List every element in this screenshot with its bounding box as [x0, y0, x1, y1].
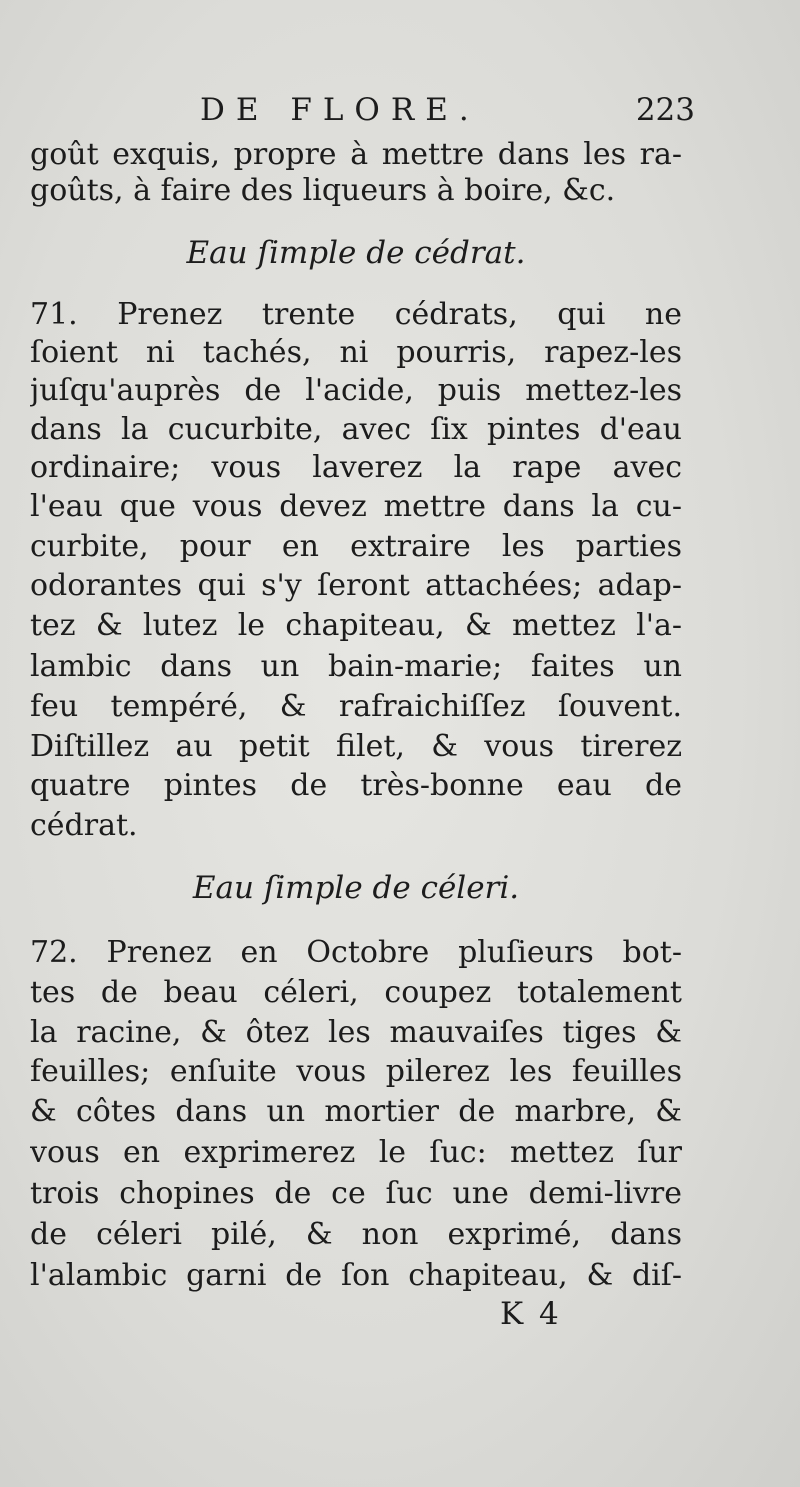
text-line: goût exquis, propre à mettre dans les ra-: [30, 137, 682, 172]
text-line: trois chopines de ce ſuc une demi-livre: [30, 1176, 682, 1211]
section-heading: Eau ſimple de cédrat.: [186, 235, 526, 271]
text-line: lambic dans un bain-marie; faites un: [30, 649, 682, 684]
text-line: ſoient ni tachés, ni pourris, rapez-les: [30, 335, 682, 370]
text-line: & côtes dans un mortier de marbre, &: [30, 1094, 682, 1129]
text-line: cédrat.: [30, 808, 138, 843]
text-line: l'eau que vous devez mettre dans la cu-: [30, 489, 682, 524]
text-line: juſqu'auprès de l'acide, puis mettez-les: [30, 373, 682, 408]
text-line: 71. Prenez trente cédrats, qui ne: [30, 297, 682, 332]
text-line: curbite, pour en extraire les parties: [30, 529, 682, 564]
running-head: DE FLORE.: [200, 92, 480, 128]
text-line: feu tempéré, & rafraichiſſez ſouvent.: [30, 689, 682, 724]
text-line: l'alambic garni de ſon chapiteau, & diſ-: [30, 1258, 682, 1293]
page-number: 223: [635, 92, 695, 128]
text-line: de céleri pilé, & non exprimé, dans: [30, 1217, 682, 1252]
text-line: ordinaire; vous laverez la rape avec: [30, 450, 682, 485]
text-line: tes de beau céleri, coupez totalement: [30, 975, 682, 1010]
page-header: [30, 92, 695, 132]
text-line: la racine, & ôtez les mauvaiſes tiges &: [30, 1015, 682, 1050]
section-heading: Eau ſimple de céleri.: [192, 870, 520, 906]
text-line: tez & lutez le chapiteau, & mettez l'a-: [30, 608, 682, 643]
text-line: dans la cucurbite, avec ſix pintes d'eau: [30, 412, 682, 447]
text-line: odorantes qui s'y ſeront attachées; adap-: [30, 568, 682, 603]
text-line: vous en exprimerez le ſuc: mettez ſur: [30, 1135, 682, 1170]
text-line: 72. Prenez en Octobre pluſieurs bot-: [30, 935, 682, 970]
text-line: Diſtillez au petit filet, & vous tirerez: [30, 729, 682, 764]
signature-mark: K 4: [500, 1296, 562, 1332]
text-line: feuilles; enſuite vous pilerez les feuilles: [30, 1054, 682, 1089]
text-line: quatre pintes de très-bonne eau de: [30, 768, 682, 803]
text-line: goûts, à faire des liqueurs à boire, &c.: [30, 173, 616, 208]
